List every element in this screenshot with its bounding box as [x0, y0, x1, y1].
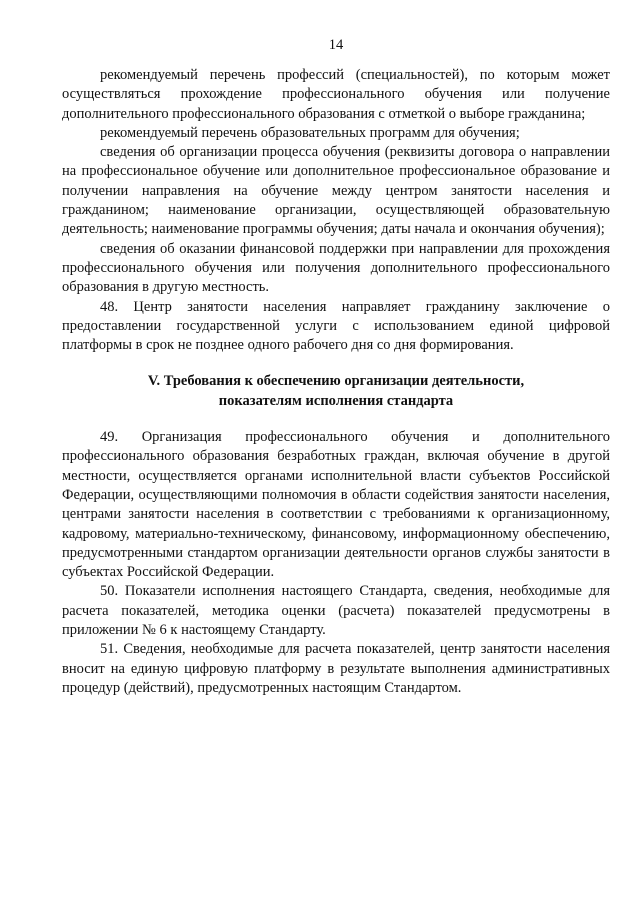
- page-number: 14: [328, 37, 344, 53]
- paragraph-48: 48. Центр занятости населения направляет гражданину заключение о предоставлении государственной услуги с использованием единой цифровой платформы в срок не позднее одного рабочего дня со дня формирования.: [62, 298, 610, 354]
- section-heading-line-2: показателям исполнения стандарта: [218, 392, 454, 409]
- paragraph-financial-support: сведения об оказании финансовой поддержки при направлении для прохождения профессионального обучения или получения дополнительного профессионального образования в другую местность.: [62, 240, 610, 296]
- paragraph-training-process: сведения об организации процесса обучения (реквизиты договора о направлении на профессиональное обучение или дополнительное профессиональное образование и получении направления на обучение между центром занятости населения и гражданином; наименование организации, осуществляющей образовательную деятельность; наименование программы обучения; даты начала и окончания обучения);: [62, 144, 610, 238]
- section-heading: [62, 372, 610, 411]
- document-body: [62, 66, 610, 698]
- paragraph-51: 51. Сведения, необходимые для расчета показателей, центр занятости населения вносит на единую цифровую платформу в результате выполнения административных процедур (действий), предусмотренных настоящим Стандартом.: [62, 641, 610, 696]
- paragraph-professions-list: рекомендуемый перечень профессий (специальностей), по которым может осуществляться прохождение профессионального обучения или получение дополнительного профессионального образования с отметкой о выборе гражданина;: [62, 67, 610, 122]
- paragraph-programs-list: рекомендуемый перечень образовательных программ для обучения;: [100, 124, 520, 141]
- section-heading-line-1: V. Требования к обеспечению организации деятельности,: [147, 373, 525, 390]
- paragraph-50: 50. Показатели исполнения настоящего Стандарта, сведения, необходимые для расчета показателей, методика оценки (расчета) показателей предусмотрены в приложении № 6 к настоящему Стандарту.: [62, 583, 610, 639]
- paragraph-49: 49. Организация профессионального обучения и дополнительного профессионального образования безработных граждан, включая обучение в другой местности, осуществляется органами исполнительной власти субъектов Российской Федерации, осуществляющими полномочия в области содействия занятости населения, центрами занятости населения в соответствии с требованиями к организационному, кадровому, материально-техническому, финансовому, информационному обеспечению, предусмотренными стандартом организации деятельности органов службы занятости в субъектах Российской Федерации.: [62, 429, 610, 581]
